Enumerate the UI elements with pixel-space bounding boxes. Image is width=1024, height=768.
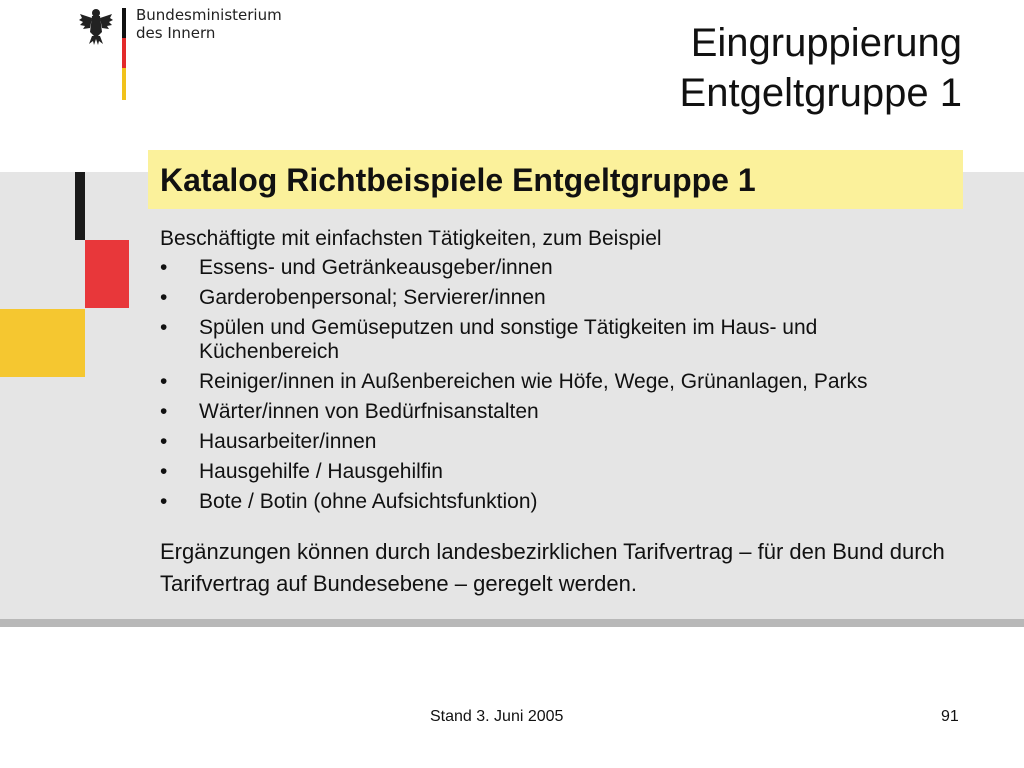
divider-rule: [0, 619, 1024, 627]
list-item: [160, 490, 960, 514]
intro-text: Beschäftigte mit einfachsten Tätigkeiten, zum Beispiel: [160, 227, 662, 250]
eagle-icon: [78, 6, 114, 46]
list-item-text: Hausgehilfe / Hausgehilfin: [199, 460, 443, 483]
footer-date: Stand 3. Juni 2005: [430, 708, 564, 725]
page-number: 91: [941, 708, 959, 725]
list-item: [160, 316, 960, 364]
list-item-text: Bote / Botin (ohne Aufsichtsfunktion): [199, 490, 538, 513]
decor-gold-block: [0, 309, 85, 377]
ministry-logo: [74, 4, 294, 100]
section-heading: Katalog Richtbeispiele Entgeltgruppe 1: [160, 162, 756, 198]
bullet: •: [160, 316, 168, 339]
list-item: [160, 256, 960, 280]
list-item-text: Garderobenpersonal; Servierer/innen: [199, 286, 546, 309]
bullet: •: [160, 460, 168, 483]
list-item: [160, 370, 960, 394]
ministry-name-line2: des Innern: [136, 24, 216, 42]
bullet: •: [160, 370, 168, 393]
slide-content: [160, 226, 960, 600]
list-item-text: Hausarbeiter/innen: [199, 430, 377, 453]
slide-title-line1: Eingruppierung: [690, 21, 962, 65]
bullet: •: [160, 400, 168, 423]
list-item: [160, 460, 960, 484]
flag-stripe: [122, 8, 126, 100]
slide-title-line2: Entgeltgruppe 1: [679, 71, 962, 115]
list-item-text: Spülen und Gemüseputzen und sonstige Tätigkeiten im Haus- und Küchenbereich: [199, 316, 818, 363]
list-item-text: Wärter/innen von Bedürfnisanstalten: [199, 400, 539, 423]
slide-title: [680, 18, 962, 118]
bullet: •: [160, 490, 168, 513]
ministry-name-line1: Bundesministerium: [136, 6, 282, 24]
section-banner: [148, 150, 963, 209]
decor-black-bar: [75, 172, 85, 240]
bullet: •: [160, 430, 168, 453]
list-item-text: Essens- und Getränkeausgeber/innen: [199, 256, 553, 279]
bullet: •: [160, 256, 168, 279]
list-item-text: Reiniger/innen in Außenbereichen wie Höfe, Wege, Grünanlagen, Parks: [199, 370, 868, 393]
list-item: [160, 400, 960, 424]
list-item: [160, 430, 960, 454]
bullet: •: [160, 286, 168, 309]
example-list: [160, 256, 960, 514]
ministry-name: [136, 6, 282, 42]
decor-red-block: [85, 240, 129, 308]
supplement-note: Ergänzungen können durch landesbezirklichen Tarifvertrag – für den Bund durch Tarifvertrag auf Bundesebene – geregelt werden.: [160, 539, 945, 596]
list-item: [160, 286, 960, 310]
